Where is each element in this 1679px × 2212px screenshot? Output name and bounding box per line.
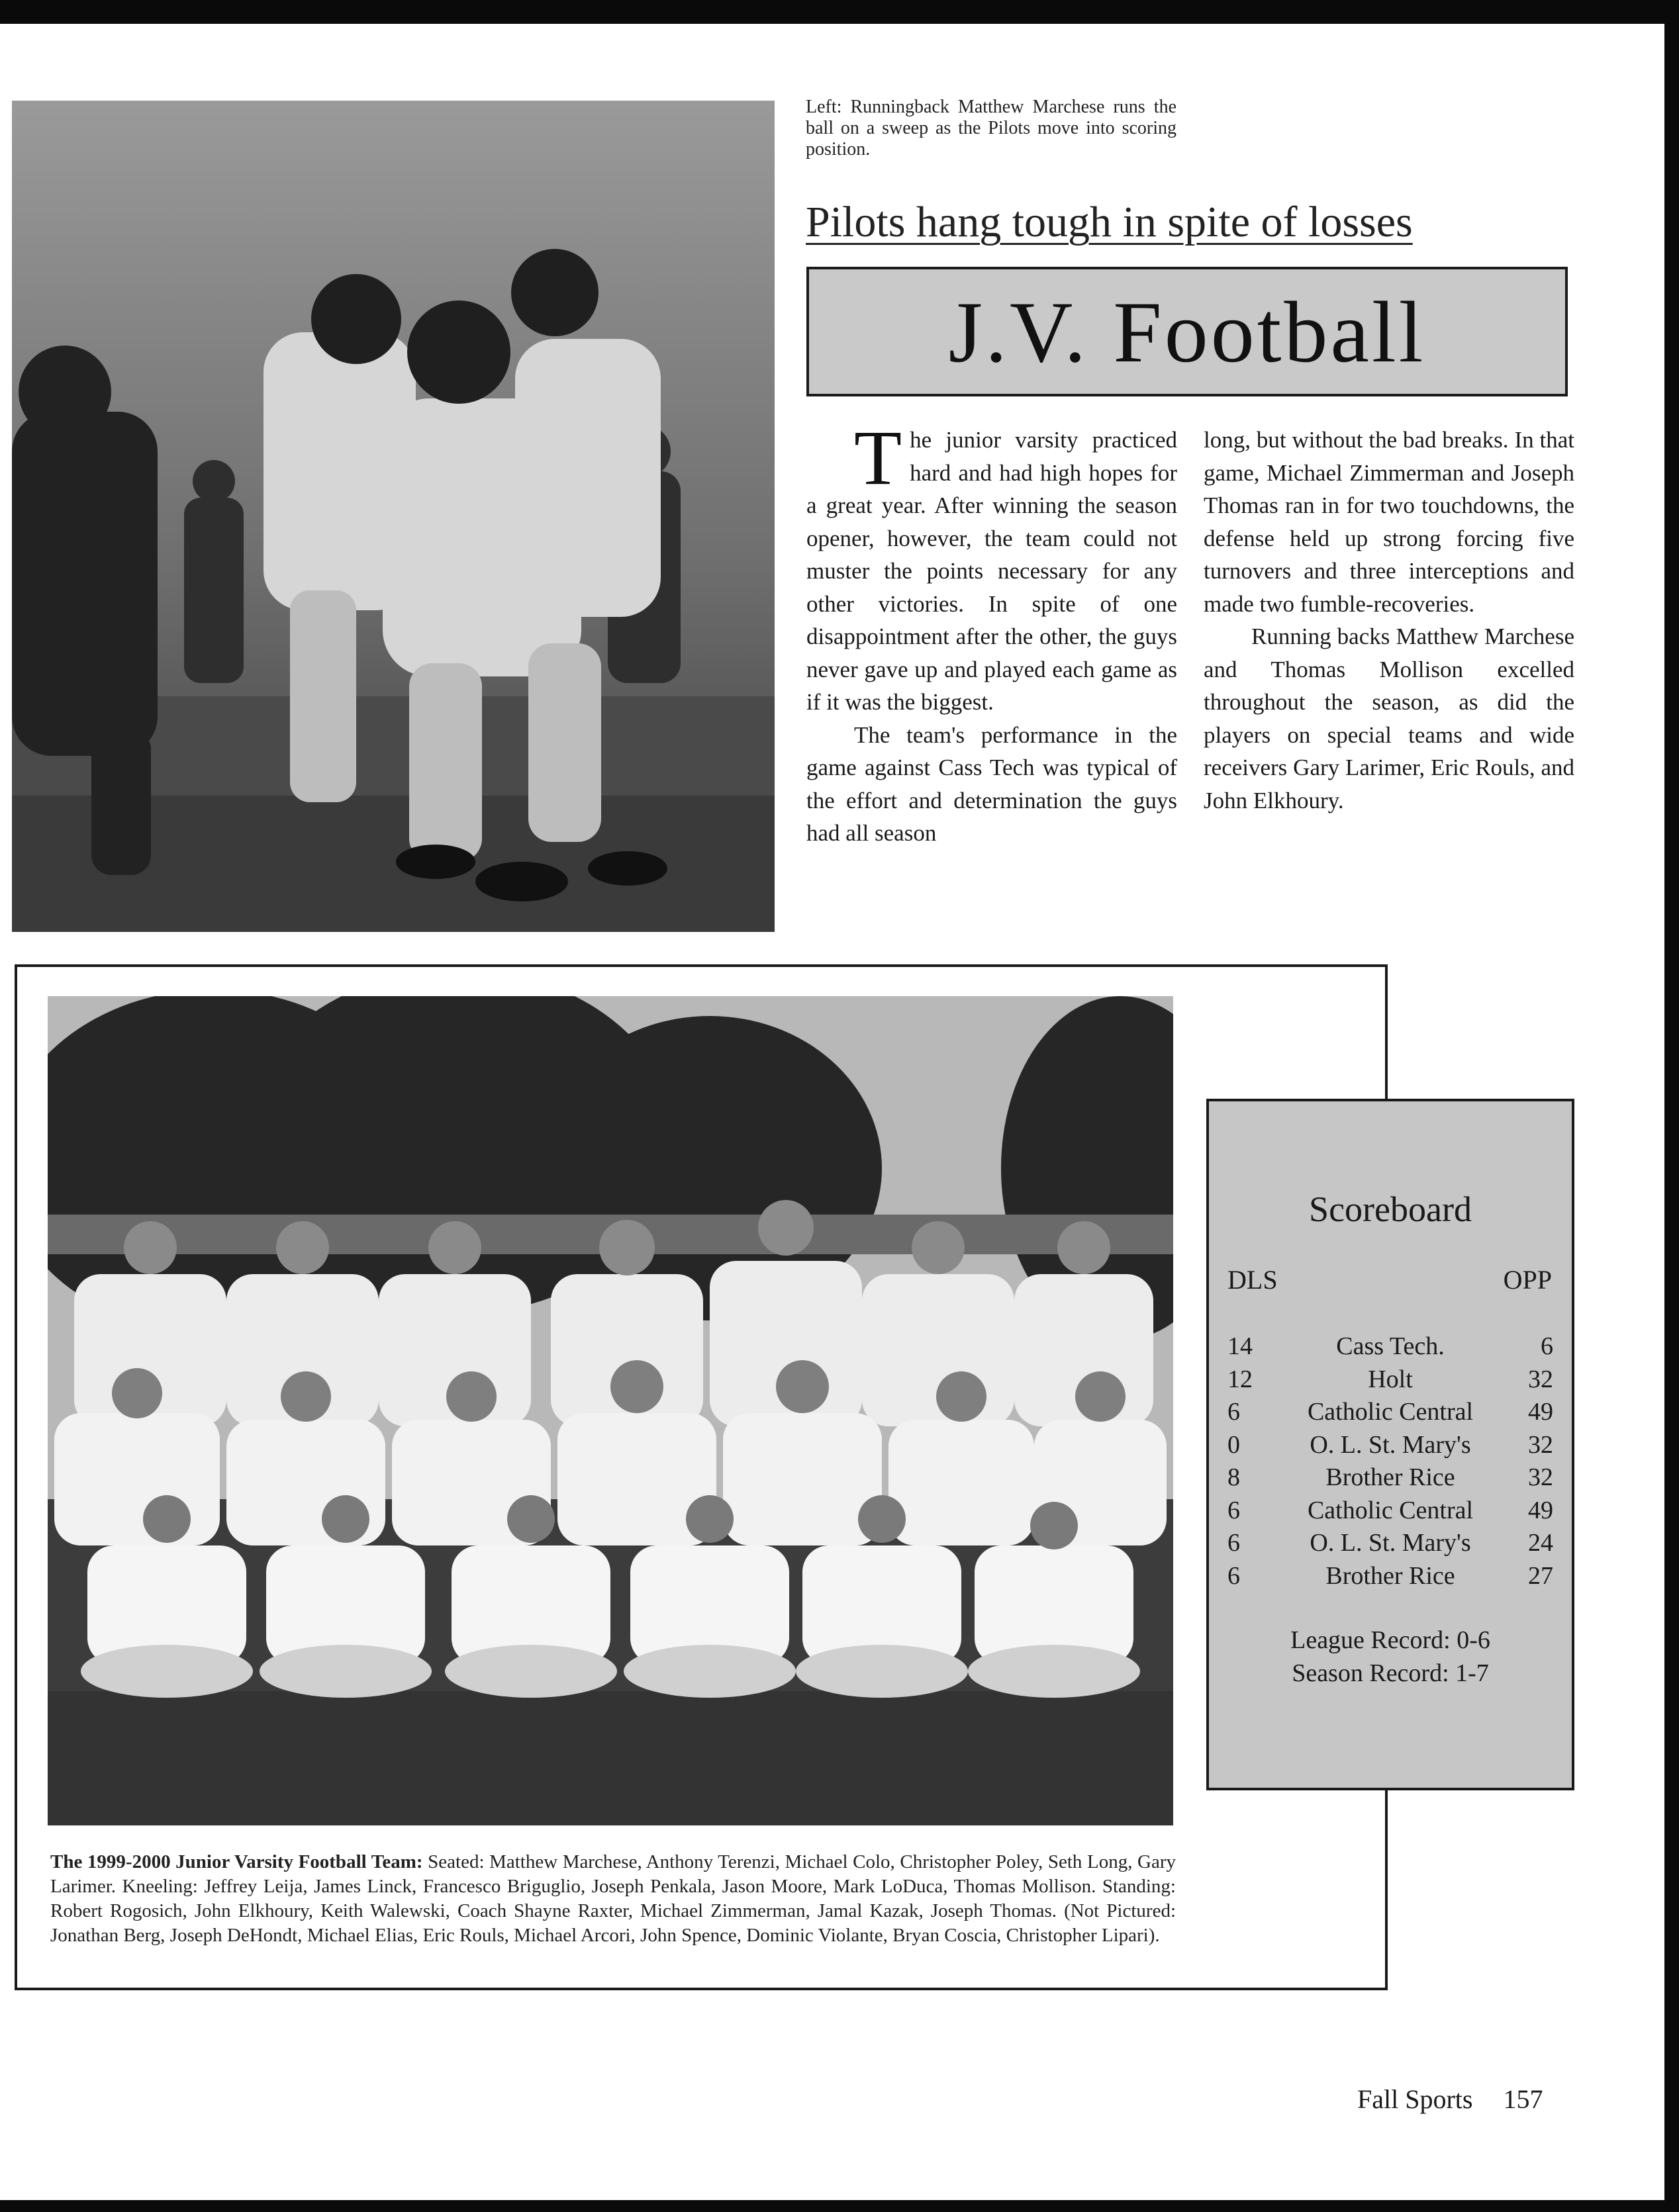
footer-section: Fall Sports (1357, 2084, 1473, 2114)
dls-score: 6 (1227, 1398, 1240, 1426)
dls-score: 0 (1227, 1430, 1240, 1459)
opponent-name: Holt (1368, 1365, 1413, 1393)
opponent-name: O. L. St. Mary's (1310, 1529, 1471, 1557)
scoreboard-title: Scoreboard (1309, 1189, 1472, 1229)
opponent-name: Brother Rice (1325, 1561, 1455, 1590)
dls-score: 6 (1227, 1496, 1240, 1524)
dls-score: 8 (1227, 1463, 1240, 1491)
scan-top-border (0, 0, 1679, 24)
opponent-name: Cass Tech. (1336, 1332, 1445, 1360)
page-footer (1357, 2084, 1543, 2115)
opponent-name: O. L. St. Mary's (1310, 1430, 1471, 1459)
score-row (1227, 1429, 1553, 1462)
section-title: J.V. Football (948, 283, 1426, 381)
scoreboard-rows (1227, 1330, 1553, 1592)
opp-score: 24 (1528, 1529, 1553, 1557)
article-paragraph-2-start: The team's performance in the game against Cass Tech was typical of the effort and determination the guys had all season (806, 721, 1177, 846)
opp-score: 32 (1528, 1365, 1553, 1393)
team-caption-text: Seated: Matthew Marchese, Anthony Terenzi, Michael Colo, Christopher Poley, Seth Long, Gary Larimer. Kneeling: Jeffrey Leija, James Linck, Francesco Briguglio, Joseph Penkala, Jason Moore, Mark LoDuca, Thomas Mollison. Standing: Robert Rogosich, John Elkhoury, Keith Walewski, Coach Shayne Raxter, Michael Zimmerman, Jamal Kazak, Joseph Thomas. (Not Pictured: Jonathan Berg, Joseph DeHondt, Michael Elias, Eric Rouls, Michael Arcori, John Spence, Dominic Violante, Bryan Coscia, Christopher Lipari). (50, 1851, 1176, 1946)
opp-score: 49 (1528, 1496, 1553, 1524)
article-paragraph-2-end: long, but without the bad breaks. In that game, Michael Zimmerman and Joseph Thomas ran in for two touchdowns, the defense held up strong forcing five turnovers and three interceptions and made two fumble-recoveries. (1204, 427, 1574, 617)
dls-score: 6 (1227, 1561, 1240, 1590)
score-row (1227, 1363, 1553, 1397)
action-photo-caption: Left: Runningback Matthew Marchese runs the ball on a sweep as the Pilots move into scoring position. (806, 97, 1176, 160)
opponent-name: Catholic Central (1307, 1398, 1474, 1426)
score-row (1227, 1461, 1553, 1495)
action-photo (12, 101, 775, 932)
opponent-name: Brother Rice (1325, 1463, 1455, 1491)
season-record: Season Record: 1-7 (1292, 1659, 1489, 1687)
headline: Pilots hang tough in spite of losses (806, 198, 1413, 246)
opp-score: 49 (1528, 1398, 1553, 1426)
opp-score: 27 (1528, 1561, 1553, 1590)
drop-cap: T (854, 414, 902, 501)
score-row (1227, 1396, 1553, 1429)
team-photo (48, 996, 1173, 1825)
team-caption-lead: The 1999-2000 Junior Varsity Football Team: (50, 1851, 423, 1872)
page-number: 157 (1503, 2084, 1543, 2114)
score-row (1227, 1330, 1553, 1363)
scoreboard (1206, 1099, 1574, 1790)
opp-score: 6 (1541, 1332, 1553, 1360)
dls-score: 12 (1227, 1365, 1253, 1393)
opp-score: 32 (1528, 1430, 1553, 1459)
score-row (1227, 1495, 1553, 1528)
score-row (1227, 1527, 1553, 1560)
opponent-name: Catholic Central (1307, 1496, 1474, 1524)
article-paragraph-1: he junior varsity practiced hard and had high hopes for a great year. After winning the season opener, however, the team could not muster the points necessary for any other victories. In spite of one disappointment after the other, the guys never gave up and played each game as if it was the biggest. (806, 427, 1177, 715)
dls-score: 6 (1227, 1529, 1240, 1557)
league-record: League Record: 0-6 (1290, 1626, 1490, 1654)
article-column-left (806, 414, 1177, 850)
opp-score: 32 (1528, 1463, 1553, 1491)
team-photo-caption (50, 1850, 1176, 1948)
scoreboard-header-opp: OPP (1503, 1265, 1552, 1295)
scan-right-border (1664, 0, 1679, 2212)
scan-bottom-border (0, 2200, 1679, 2212)
score-row (1227, 1560, 1553, 1593)
article-column-right (1204, 424, 1574, 817)
section-title-box (806, 267, 1568, 396)
scoreboard-header-dls: DLS (1227, 1265, 1278, 1295)
dls-score: 14 (1227, 1332, 1253, 1360)
article-paragraph-3: Running backs Matthew Marchese and Thomas Mollison excelled throughout the season, as did the players on special teams and wide receivers Gary Larimer, Eric Rouls, and John Elkhoury. (1204, 623, 1574, 813)
